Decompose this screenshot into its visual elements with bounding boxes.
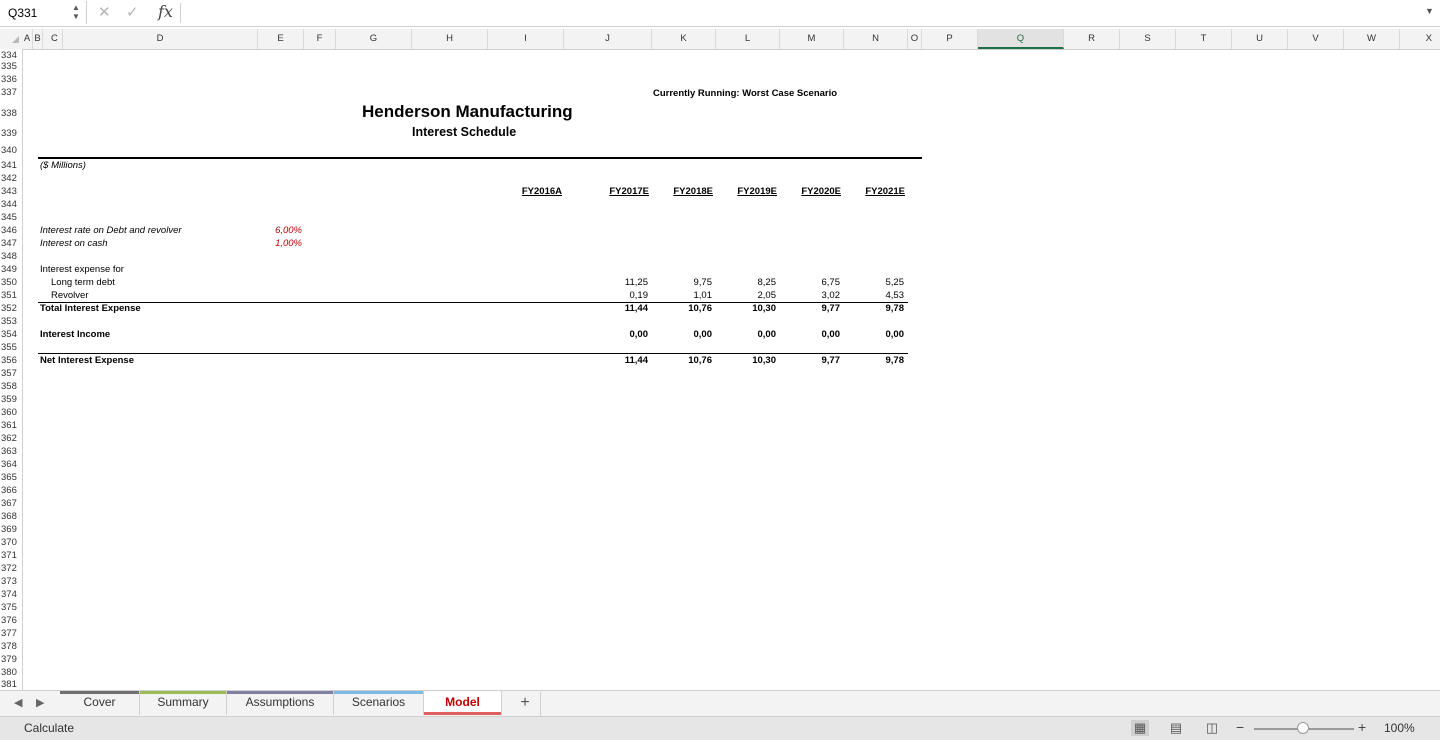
tab-cover[interactable] bbox=[60, 691, 140, 715]
row-header-344[interactable]: 344 bbox=[1, 199, 17, 210]
row-header bbox=[0, 49, 23, 690]
close-icon[interactable]: ✕ bbox=[98, 4, 111, 21]
tab-label: Model bbox=[445, 695, 480, 709]
net-interest-expense-value[interactable]: 9,77 bbox=[821, 355, 840, 366]
row-header-353[interactable]: 353 bbox=[1, 316, 17, 327]
row-header-362[interactable]: 362 bbox=[1, 433, 17, 444]
row-header-354[interactable]: 354 bbox=[1, 329, 17, 340]
interest-income-value[interactable]: 0,00 bbox=[629, 329, 648, 340]
row-header-352[interactable]: 352 bbox=[1, 303, 17, 314]
column-header-k[interactable]: K bbox=[652, 29, 716, 49]
net-interest-expense-label[interactable]: Net Interest Expense bbox=[40, 355, 134, 366]
row-header-378[interactable]: 378 bbox=[1, 641, 17, 652]
column-header-t[interactable]: T bbox=[1176, 29, 1232, 49]
column-header-j[interactable]: J bbox=[564, 29, 652, 49]
revolver-value[interactable]: 3,02 bbox=[821, 290, 840, 301]
tab-label: Summary bbox=[157, 695, 209, 709]
row-header-364[interactable]: 364 bbox=[1, 459, 17, 470]
row-header-360[interactable]: 360 bbox=[1, 407, 17, 418]
row-header-381[interactable]: 381 bbox=[1, 679, 17, 690]
subtotal-rule bbox=[38, 302, 908, 303]
total-interest-expense-value[interactable]: 10,76 bbox=[688, 303, 712, 314]
row-header-380[interactable]: 380 bbox=[1, 667, 17, 678]
tab-color-stripe bbox=[227, 691, 333, 694]
chevron-down-icon[interactable]: ▼ bbox=[1425, 6, 1434, 16]
row-header-346[interactable]: 346 bbox=[1, 225, 17, 236]
column-header-r[interactable]: R bbox=[1064, 29, 1120, 49]
column-header-d[interactable]: D bbox=[63, 29, 258, 49]
interest-income-value[interactable]: 0,00 bbox=[821, 329, 840, 340]
formula-bar-divider bbox=[180, 3, 181, 23]
interest-income-value[interactable]: 0,00 bbox=[693, 329, 712, 340]
expense-header[interactable]: Interest expense for bbox=[40, 264, 124, 275]
column-header-s[interactable]: S bbox=[1120, 29, 1176, 49]
row-header-336[interactable]: 336 bbox=[1, 74, 17, 85]
total-interest-expense-value[interactable]: 11,44 bbox=[624, 303, 648, 314]
header-rule bbox=[38, 157, 922, 159]
row-header-349[interactable]: 349 bbox=[1, 264, 17, 275]
schedule-title[interactable]: Interest Schedule bbox=[412, 125, 517, 139]
tab-color-stripe bbox=[334, 691, 423, 694]
net-interest-expense-value[interactable]: 11,44 bbox=[624, 355, 648, 366]
total-interest-expense-value[interactable]: 10,30 bbox=[752, 303, 776, 314]
tab-scenarios[interactable] bbox=[334, 691, 424, 715]
revolver-value[interactable]: 2,05 bbox=[757, 290, 776, 301]
column-header-o[interactable]: O bbox=[908, 29, 922, 49]
row-header-370[interactable]: 370 bbox=[1, 537, 17, 548]
row-header-356[interactable]: 356 bbox=[1, 355, 17, 366]
total-rule bbox=[38, 353, 908, 354]
tab-color-stripe bbox=[140, 691, 226, 694]
tab-label: Assumptions bbox=[245, 695, 315, 709]
interest-income-label[interactable]: Interest Income bbox=[40, 329, 111, 340]
rate-cash-label[interactable]: Interest on cash bbox=[40, 238, 108, 249]
column-header-p[interactable]: P bbox=[922, 29, 978, 49]
year-header[interactable]: FY2017E bbox=[609, 186, 649, 197]
column-header-f[interactable]: F bbox=[304, 29, 336, 49]
column-header-g[interactable]: G bbox=[336, 29, 412, 49]
net-interest-expense-value[interactable]: 9,78 bbox=[885, 355, 904, 366]
column-header-v[interactable]: V bbox=[1288, 29, 1344, 49]
row-header-341[interactable]: 341 bbox=[1, 160, 17, 171]
row-header-335[interactable]: 335 bbox=[1, 61, 17, 72]
row-header-376[interactable]: 376 bbox=[1, 615, 17, 626]
row-header-337[interactable]: 337 bbox=[1, 87, 17, 98]
check-icon[interactable]: ✓ bbox=[126, 4, 139, 21]
interest-income-value[interactable]: 0,00 bbox=[885, 329, 904, 340]
name-box[interactable] bbox=[0, 1, 87, 24]
row-header-351[interactable]: 351 bbox=[1, 290, 17, 301]
fx-icon[interactable]: fx bbox=[158, 2, 173, 21]
year-header[interactable]: FY2021E bbox=[865, 186, 905, 197]
net-interest-expense-value[interactable]: 10,76 bbox=[688, 355, 712, 366]
select-all-icon bbox=[12, 36, 19, 43]
total-interest-expense-label[interactable]: Total Interest Expense bbox=[40, 303, 141, 314]
tab-assumptions[interactable] bbox=[227, 691, 334, 715]
tab-model[interactable] bbox=[424, 691, 502, 715]
row-header-373[interactable]: 373 bbox=[1, 576, 17, 587]
year-header[interactable]: FY2018E bbox=[673, 186, 713, 197]
row-header-375[interactable]: 375 bbox=[1, 602, 17, 613]
row-header-371[interactable]: 371 bbox=[1, 550, 17, 561]
column-header-m[interactable]: M bbox=[780, 29, 844, 49]
row-header-338[interactable]: 338 bbox=[1, 108, 17, 119]
row-header-367[interactable]: 367 bbox=[1, 498, 17, 509]
company-title[interactable]: Henderson Manufacturing bbox=[362, 102, 573, 121]
normal-view-icon[interactable]: ▦ bbox=[1131, 720, 1149, 736]
column-header-l[interactable]: L bbox=[716, 29, 780, 49]
tab-label: Scenarios bbox=[351, 695, 406, 709]
net-interest-expense-value[interactable]: 10,30 bbox=[752, 355, 776, 366]
row-header-345[interactable]: 345 bbox=[1, 212, 17, 223]
row-header-350[interactable]: 350 bbox=[1, 277, 17, 288]
long-term-debt-value[interactable]: 11,25 bbox=[624, 277, 648, 288]
long-term-debt-label[interactable]: Long term debt bbox=[51, 277, 115, 288]
row-header-355[interactable]: 355 bbox=[1, 342, 17, 353]
year-header[interactable]: FY2019E bbox=[737, 186, 777, 197]
tab-label: Cover bbox=[83, 695, 116, 709]
zoom-out-icon[interactable]: − bbox=[1236, 719, 1245, 735]
column-header-b[interactable]: B bbox=[33, 29, 43, 49]
sheet-tab-bar bbox=[0, 690, 1440, 717]
row-header-372[interactable]: 372 bbox=[1, 563, 17, 574]
column-header-c[interactable]: C bbox=[43, 29, 63, 49]
column-header bbox=[0, 29, 1440, 50]
status-bar bbox=[0, 716, 1440, 740]
column-header-n[interactable]: N bbox=[844, 29, 908, 49]
column-header-e[interactable]: E bbox=[258, 29, 304, 49]
revolver-value[interactable]: 0,19 bbox=[629, 290, 648, 301]
rate-debt-value[interactable]: 6,00% bbox=[275, 225, 302, 236]
year-header[interactable]: FY2016A bbox=[521, 186, 562, 197]
row-header-365[interactable]: 365 bbox=[1, 472, 17, 483]
row-header-379[interactable]: 379 bbox=[1, 654, 17, 665]
year-header[interactable]: FY2020E bbox=[801, 186, 841, 197]
row-header-334[interactable]: 334 bbox=[1, 50, 17, 61]
total-interest-expense-value[interactable]: 9,78 bbox=[885, 303, 904, 314]
column-header-x[interactable]: X bbox=[1425, 33, 1432, 44]
row-header-347[interactable]: 347 bbox=[1, 238, 17, 249]
name-box-stepper-icon[interactable]: ▲ ▼ bbox=[72, 3, 80, 21]
prev-sheet-icon[interactable]: ◀ bbox=[14, 697, 23, 709]
tab-color-stripe bbox=[60, 691, 139, 694]
column-header-w[interactable]: W bbox=[1344, 29, 1400, 49]
status-mode: Calculate bbox=[24, 721, 75, 735]
row-header-343[interactable]: 343 bbox=[1, 186, 17, 197]
rate-cash-value[interactable]: 1,00% bbox=[275, 238, 302, 249]
zoom-slider-thumb[interactable] bbox=[1297, 722, 1309, 734]
row-header-366[interactable]: 366 bbox=[1, 485, 17, 496]
revolver-value[interactable]: 4,53 bbox=[885, 290, 904, 301]
column-header-i[interactable]: I bbox=[488, 29, 564, 49]
page-break-view-icon[interactable]: ◫ bbox=[1205, 720, 1219, 735]
row-header-361[interactable]: 361 bbox=[1, 420, 17, 431]
add-sheet-button[interactable]: + bbox=[510, 692, 541, 716]
zoom-level[interactable]: 100% bbox=[1384, 721, 1415, 735]
long-term-debt-value[interactable]: 6,75 bbox=[821, 277, 840, 288]
zoom-in-icon[interactable]: + bbox=[1358, 719, 1367, 735]
revolver-value[interactable]: 1,01 bbox=[693, 290, 712, 301]
long-term-debt-value[interactable]: 5,25 bbox=[885, 277, 904, 288]
tab-summary[interactable] bbox=[140, 691, 227, 715]
rate-debt-label[interactable]: Interest rate on Debt and revolver bbox=[40, 225, 182, 236]
row-header-357[interactable]: 357 bbox=[1, 368, 17, 379]
row-header-377[interactable]: 377 bbox=[1, 628, 17, 639]
row-header-348[interactable]: 348 bbox=[1, 251, 17, 262]
row-header-340[interactable]: 340 bbox=[1, 145, 17, 156]
tab-color-stripe bbox=[424, 712, 501, 715]
long-term-debt-value[interactable]: 9,75 bbox=[693, 277, 712, 288]
row-header-358[interactable]: 358 bbox=[1, 381, 17, 392]
total-interest-expense-value[interactable]: 9,77 bbox=[821, 303, 840, 314]
formula-input[interactable] bbox=[186, 3, 1420, 25]
next-sheet-icon[interactable]: ▶ bbox=[36, 697, 45, 709]
row-header-342[interactable]: 342 bbox=[1, 173, 17, 184]
row-header-374[interactable]: 374 bbox=[1, 589, 17, 600]
select-all-button[interactable] bbox=[0, 29, 22, 49]
interest-income-value[interactable]: 0,00 bbox=[757, 329, 776, 340]
cell-reference[interactable]: Q331 bbox=[8, 6, 38, 20]
row-header-339[interactable]: 339 bbox=[1, 128, 17, 139]
column-header-a[interactable]: A bbox=[22, 29, 33, 49]
units-label[interactable]: ($ Millions) bbox=[40, 160, 86, 171]
long-term-debt-value[interactable]: 8,25 bbox=[757, 277, 776, 288]
column-header-h[interactable]: H bbox=[412, 29, 488, 49]
column-header-q[interactable]: Q bbox=[978, 29, 1064, 49]
row-header-363[interactable]: 363 bbox=[1, 446, 17, 457]
scenario-label[interactable]: Currently Running: Worst Case Scenario bbox=[653, 88, 838, 99]
row-header-359[interactable]: 359 bbox=[1, 394, 17, 405]
column-header-u[interactable]: U bbox=[1232, 29, 1288, 49]
page-layout-view-icon[interactable]: ▤ bbox=[1169, 720, 1183, 735]
revolver-label[interactable]: Revolver bbox=[51, 290, 89, 301]
formula-bar bbox=[0, 0, 1440, 27]
row-header-369[interactable]: 369 bbox=[1, 524, 17, 535]
row-header-368[interactable]: 368 bbox=[1, 511, 17, 522]
